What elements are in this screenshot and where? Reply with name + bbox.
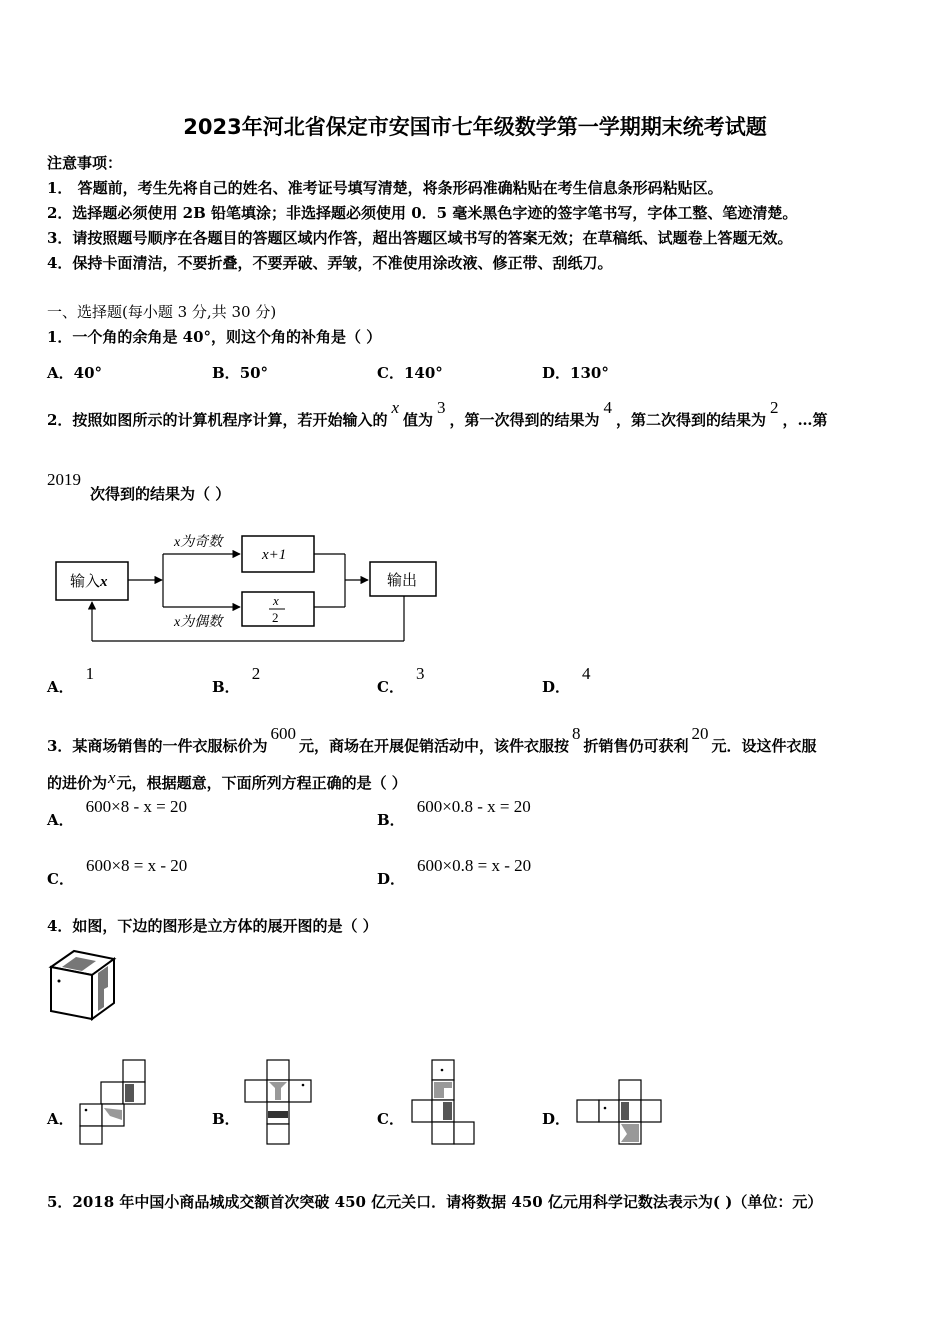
q3-option-c: C．600×8 = x - 20 — [47, 856, 188, 888]
flow-frac-den: 2 — [272, 610, 279, 625]
notice-item: 4．保持卡面清洁，不要折叠，不要弄破、弄皱，不准使用涂改液、修正带、刮纸刀。 — [47, 254, 613, 272]
q2-option-a: A．1 — [47, 664, 95, 696]
flow-output-text: 输出 — [387, 573, 418, 589]
notice-heading: 注意事项： — [47, 154, 123, 172]
flow-input-text: 输入x — [70, 574, 108, 590]
flow-odd-label: x为奇数 — [174, 535, 223, 550]
q4-option-c-label: C． — [377, 1110, 404, 1128]
page-title: 2023年河北省保定市安国市七年级数学第一学期期末统考试题 — [183, 115, 767, 139]
flow-frac-num: x — [273, 593, 279, 608]
q4-option-d-label: D． — [542, 1110, 571, 1128]
q1-option-d: D．130° — [542, 364, 609, 382]
q5-stem: 5．2018 年中国小商品城成交额首次突破 450 亿元关口．请将数据 450 亿元用科学记数法表示为( )（单位：元） — [47, 1193, 823, 1211]
q3-stem-line2: 的进价为x元，根据题意，下面所列方程正确的是（ ） — [47, 768, 407, 792]
q4-option-a-net — [78, 1058, 148, 1146]
q4-option-b-net — [243, 1058, 313, 1146]
q1-stem: 1．一个角的余角是 40°，则这个角的补角是（ ） — [47, 328, 382, 346]
q2-flowchart — [50, 525, 445, 650]
q2-option-b: B．2 — [212, 664, 261, 696]
q4-cube-figure — [46, 947, 120, 1023]
q1-option-b: B．50° — [212, 364, 269, 382]
notice-item: 3．请按照题号顺序在各题目的答题区域内作答，超出答题区域书写的答案无效；在草稿纸、试题卷上答题无效。 — [47, 229, 793, 247]
q3-option-b: B．600×0.8 - x = 20 — [377, 797, 531, 829]
q4-option-c-net — [410, 1058, 480, 1146]
section-heading: 一、选择题(每小题 3 分,共 30 分) — [47, 303, 277, 321]
q1-option-a: A．40° — [47, 364, 103, 382]
q3-option-a: A．600×8 - x = 20 — [47, 797, 187, 829]
notice-item: 2．选择题必须使用 2B 铅笔填涂；非选择题必须使用 0．5 毫米黑色字迹的签字笔书写，字体工整、笔迹清楚。 — [47, 204, 798, 222]
q2-number-2019: 2019 — [47, 470, 81, 489]
q4-option-b-label: B． — [212, 1110, 240, 1128]
q2-stem-line2: 次得到的结果为（ ） — [90, 485, 231, 503]
q4-option-d-net — [575, 1076, 665, 1148]
q3-option-d: D．600×0.8 = x - 20 — [377, 856, 532, 888]
notice-item: 1． 答题前，考生先将自己的姓名、准考证号填写清楚，将条形码准确粘贴在考生信息条形码粘贴区。 — [47, 179, 723, 197]
q2-stem-line1: 2．按照如图所示的计算机程序计算，若开始输入的x值为3，第一次得到的结果为4，第二次得到的结果为2，…第 — [47, 398, 828, 429]
q1-option-c: C．140° — [377, 364, 443, 382]
q3-stem-line1: 3．某商场销售的一件衣服标价为600元，商场在开展促销活动中，该件衣服按8折销售仍可获利20元．设这件衣服 — [47, 724, 817, 755]
q2-option-d: D．4 — [542, 664, 591, 696]
q4-stem: 4．如图，下边的图形是立方体的展开图的是（ ） — [47, 917, 378, 935]
flow-odd-box-text: x+1 — [262, 547, 287, 563]
q4-option-a-label: A． — [47, 1110, 74, 1128]
q2-option-c: C．3 — [377, 664, 425, 696]
flow-even-label: x为偶数 — [174, 615, 223, 630]
